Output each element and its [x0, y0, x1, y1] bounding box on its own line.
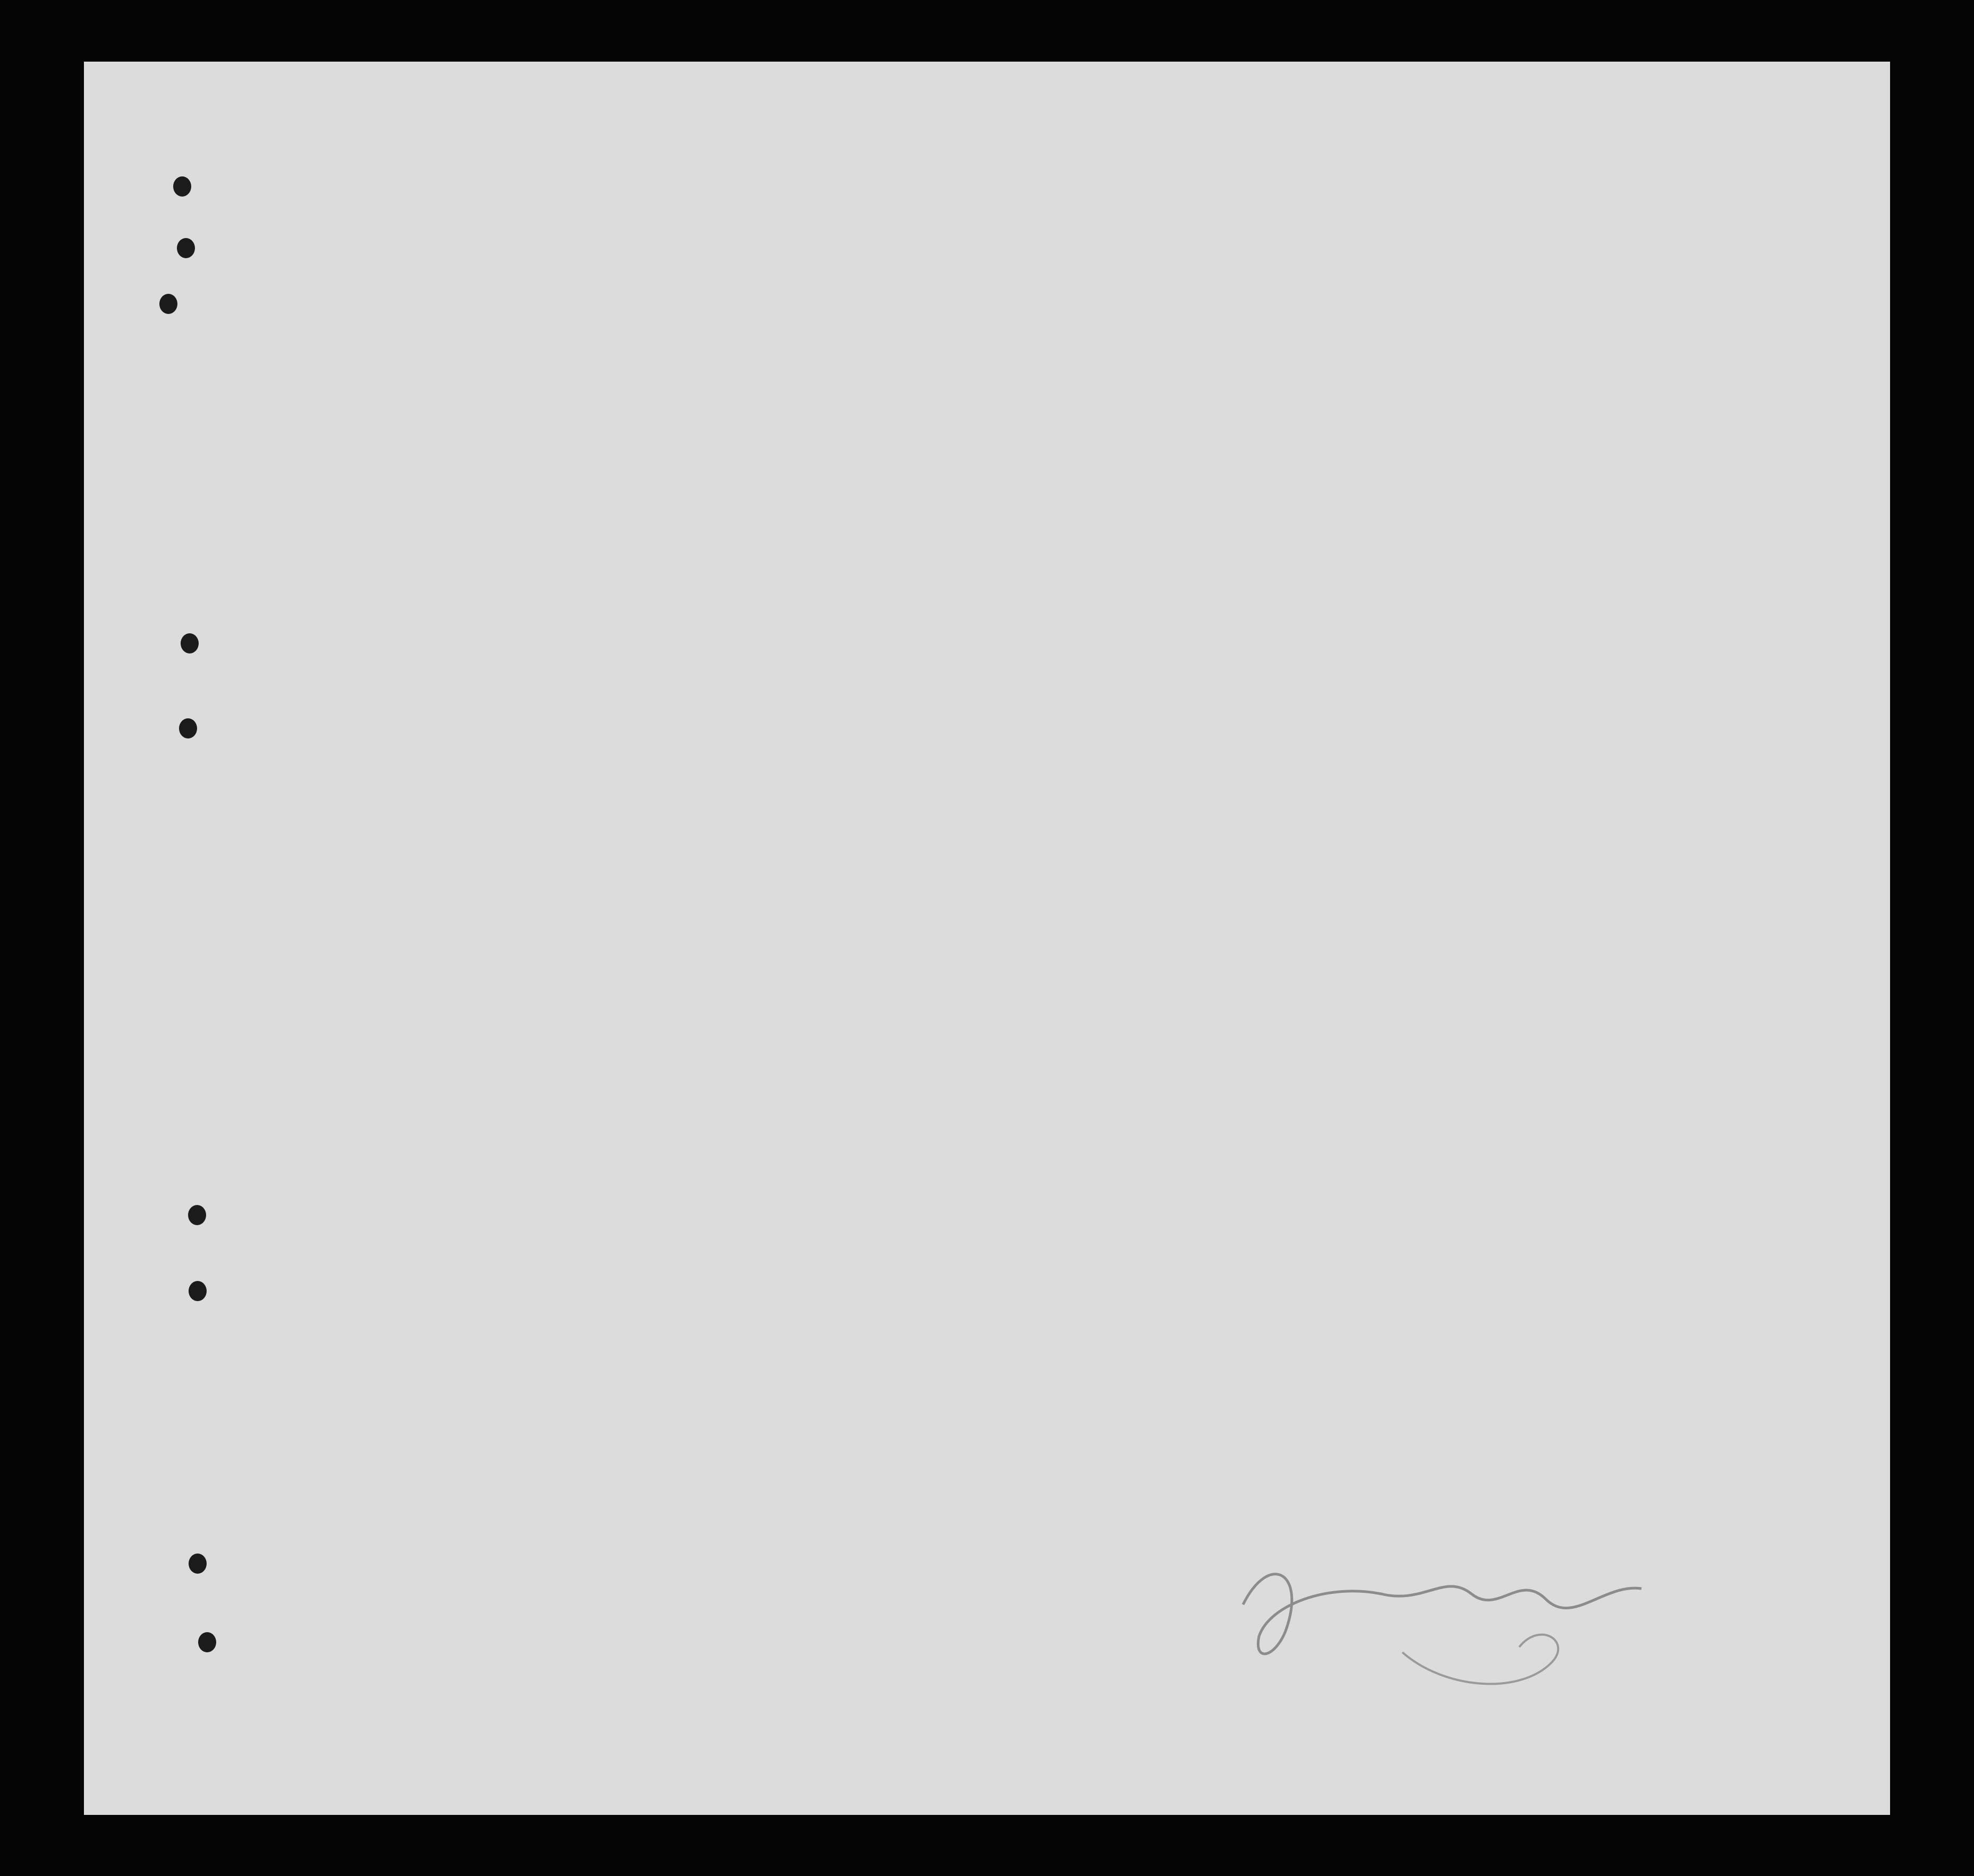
punch-hole — [177, 238, 195, 258]
punch-hole — [181, 633, 199, 653]
punch-hole — [179, 718, 197, 738]
punch-hole — [159, 294, 177, 314]
punch-hole — [173, 176, 191, 197]
punch-hole — [189, 1281, 207, 1301]
punch-hole — [188, 1205, 206, 1225]
punch-hole — [198, 1632, 216, 1652]
punch-hole — [189, 1554, 207, 1574]
inspector-signature — [1222, 1541, 1679, 1700]
